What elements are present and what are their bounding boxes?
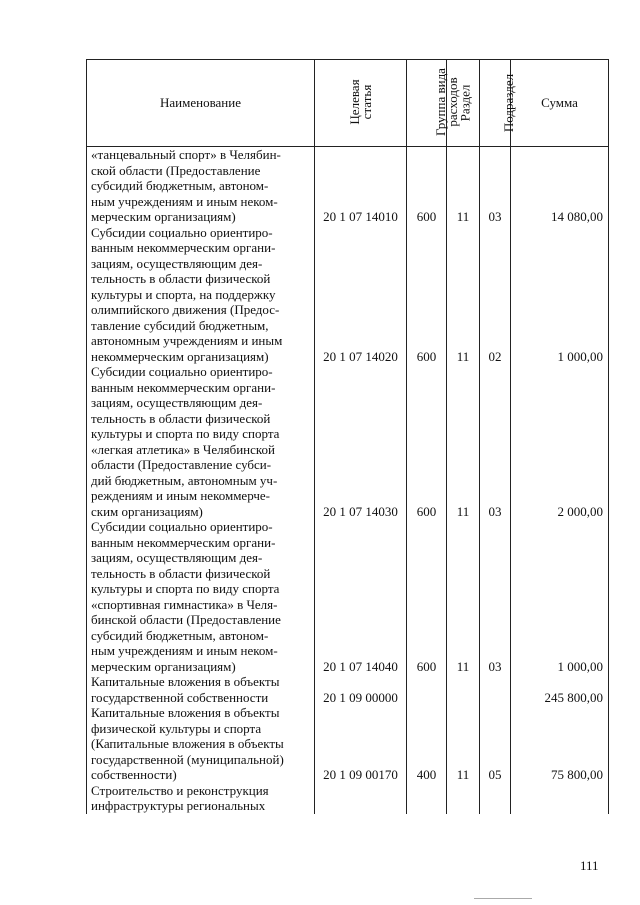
row-name-line: ванным некоммерческим органи- (91, 240, 276, 255)
row-name-line: Субсидии социально ориентиро- (91, 519, 273, 534)
row-subsection: 02 (480, 225, 511, 365)
header-sum: Сумма (511, 60, 609, 147)
row-name-line: тельность в области физической (91, 410, 271, 426)
header-target: Целевая статья (315, 60, 407, 147)
table-row (87, 364, 609, 519)
row-section: 11 (447, 225, 480, 365)
row-name-line: культуры и спорта по виду спорта (91, 426, 280, 441)
table-row (87, 519, 609, 674)
row-target-code: 20 1 09 00000 (315, 674, 407, 705)
row-name-line: государственной (муниципальной) (91, 751, 284, 767)
row-name-line: мерческим организациям) (91, 658, 236, 674)
row-section: 11 (447, 519, 480, 674)
row-name (87, 519, 315, 674)
scan-mark (474, 898, 532, 899)
row-expense-group: 600 (407, 147, 447, 225)
table-row (87, 225, 609, 365)
row-name-line: зациям, осуществляющим дея- (91, 395, 263, 410)
row-name-line: физической культуры и спорта (91, 720, 262, 736)
row-sum: 245 800,00 (511, 674, 609, 705)
header-group: Группа вида расходов (407, 60, 447, 147)
page-number: 111 (580, 858, 599, 873)
row-name-line: тельность в области физической (91, 565, 271, 581)
header-name: Наименование (87, 60, 315, 147)
row-name-line: (Капитальные вложения в объекты (91, 736, 284, 751)
row-name-line: дий бюджетным, автономным уч- (91, 472, 278, 488)
row-subsection (480, 783, 511, 814)
row-section: 11 (447, 147, 480, 225)
row-name-line: мерческим организациям) (91, 209, 236, 224)
row-target-code: 20 1 07 14010 (315, 147, 407, 225)
row-name-line: «спортивная гимнастика» в Челя- (91, 596, 278, 612)
row-name-line: Субсидии социально ориентиро- (91, 364, 273, 379)
row-name-line: государственной собственности (91, 689, 269, 705)
row-name (87, 783, 315, 814)
row-name-line: ванным некоммерческим органи- (91, 379, 276, 395)
row-sum: 2 000,00 (511, 364, 609, 519)
row-name-line: Капитальные вложения в объекты (91, 705, 280, 720)
row-name-line: тельность в области физической (91, 271, 271, 286)
row-name-line: ванным некоммерческим органи- (91, 534, 276, 550)
row-name (87, 674, 315, 705)
row-name-line: собственности) (91, 767, 177, 782)
row-target-code (315, 783, 407, 814)
row-name (87, 705, 315, 783)
row-sum: 1 000,00 (511, 519, 609, 674)
row-expense-group: 600 (407, 225, 447, 365)
row-name-line: зациям, осуществляющим дея- (91, 550, 263, 565)
row-target-code: 20 1 07 14040 (315, 519, 407, 674)
row-name-line: реждениям и иным некоммерче- (91, 488, 271, 503)
row-name (87, 147, 315, 225)
row-name-line: инфраструктуры региональных (91, 798, 266, 813)
row-subsection: 05 (480, 705, 511, 783)
row-name-line: олимпийского движения (Предос- (91, 302, 280, 317)
table-row (87, 674, 609, 705)
row-target-code: 20 1 07 14020 (315, 225, 407, 365)
row-section: 11 (447, 364, 480, 519)
row-subsection: 03 (480, 364, 511, 519)
row-target-code: 20 1 09 00170 (315, 705, 407, 783)
row-name-line: ским организациям) (91, 503, 203, 519)
row-section (447, 783, 480, 814)
table-header-row (87, 60, 609, 147)
row-sum: 14 080,00 (511, 147, 609, 225)
row-name-line: Капитальные вложения в объекты (91, 674, 280, 689)
row-name-line: области (Предоставление субси- (91, 457, 272, 472)
row-subsection: 03 (480, 147, 511, 225)
row-name-line: субсидий бюджетным, автоном- (91, 178, 269, 193)
row-name-line: субсидий бюджетным, автоном- (91, 627, 269, 643)
row-name-line: «легкая атлетика» в Челябинской (91, 441, 276, 457)
header-subsection: Подраздел (480, 60, 511, 147)
row-name-line: ской области (Предоставление (91, 162, 261, 178)
row-name-line: ным учреждениям и иным неком- (91, 643, 278, 658)
budget-table (86, 59, 609, 814)
row-name-line: ным учреждениям и иным неком- (91, 193, 278, 209)
row-expense-group (407, 674, 447, 705)
row-section: 11 (447, 705, 480, 783)
row-target-code: 20 1 07 14030 (315, 364, 407, 519)
row-subsection: 03 (480, 519, 511, 674)
row-sum: 1 000,00 (511, 225, 609, 365)
row-name-line: «танцевальный спорт» в Челябин- (91, 147, 281, 162)
header-section: Раздел (447, 60, 480, 147)
row-expense-group: 600 (407, 519, 447, 674)
row-name-line: Субсидии социально ориентиро- (91, 224, 273, 240)
row-name-line: зациям, осуществляющим дея- (91, 255, 263, 271)
row-name-line: Строительство и реконструкция (91, 782, 269, 798)
row-expense-group (407, 783, 447, 814)
row-expense-group: 600 (407, 364, 447, 519)
row-name (87, 225, 315, 365)
row-sum: 75 800,00 (511, 705, 609, 783)
row-section (447, 674, 480, 705)
table-row (87, 147, 609, 225)
row-expense-group: 400 (407, 705, 447, 783)
row-subsection (480, 674, 511, 705)
row-name-line: бинской области (Предоставление (91, 612, 281, 627)
row-name (87, 364, 315, 519)
row-name-line: тавление субсидий бюджетным, (91, 317, 269, 333)
row-name-line: автономным учреждениям и иным (91, 333, 283, 348)
row-name-line: некоммерческим организациям) (91, 348, 269, 364)
table-row (87, 705, 609, 783)
row-name-line: культуры и спорта, на поддержку (91, 286, 276, 302)
table-row (87, 783, 609, 814)
row-name-line: культуры и спорта по виду спорта (91, 581, 280, 596)
row-sum (511, 783, 609, 814)
